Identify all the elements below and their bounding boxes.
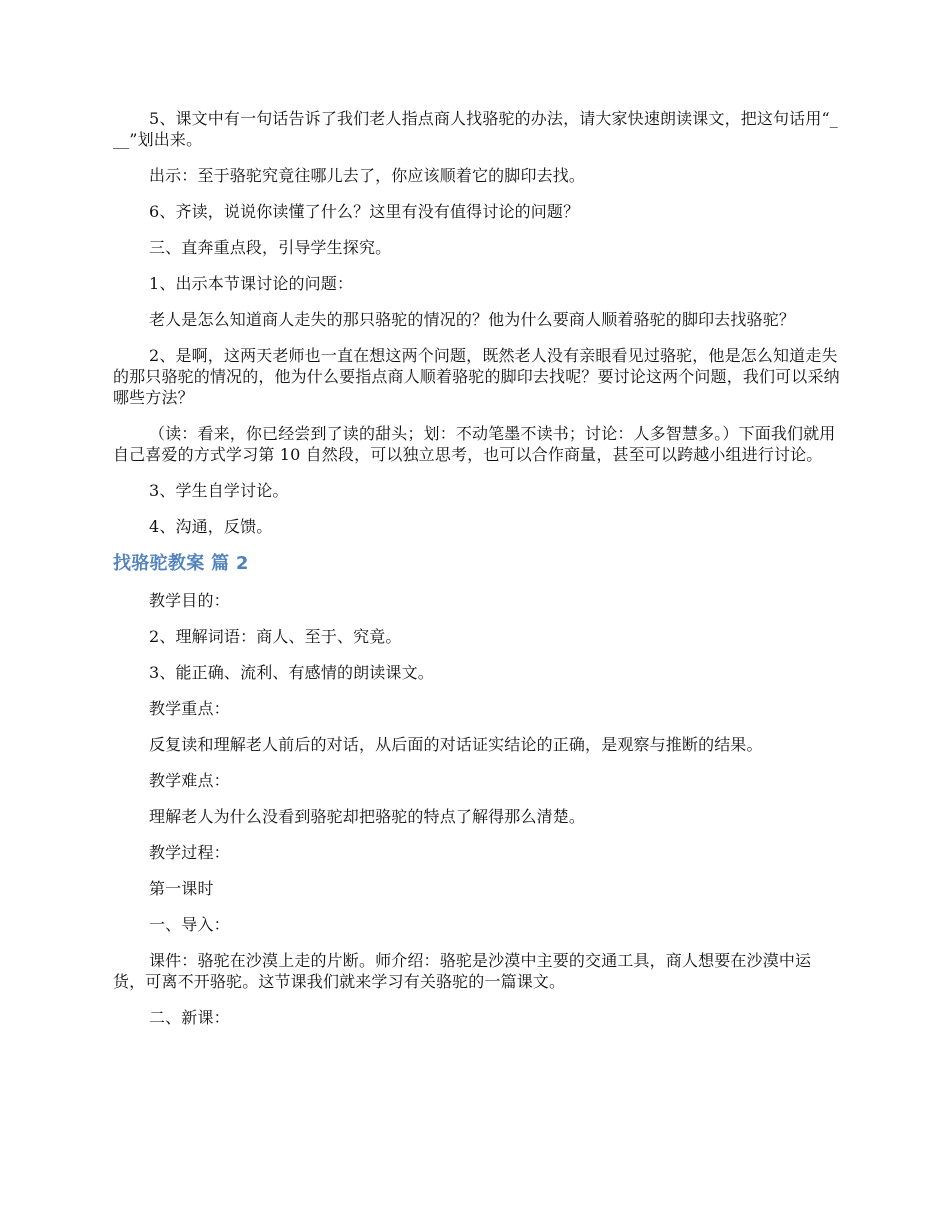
paragraph-new-lesson: 二、新课： [149, 1008, 230, 1027]
paragraph-show-questions: 1、出示本节课讨论的问题： [149, 274, 354, 293]
paragraph-process-label: 教学过程： [149, 843, 230, 862]
paragraph-read-task: 5、课文中有一句话告诉了我们老人指点商人找骆驼的办法，请大家快速朗读课文，把这句话用“___”划出来。 [113, 109, 838, 149]
paragraph-difficulty: 理解老人为什么没看到骆驼却把骆驼的特点了解得那么清楚。 [149, 807, 586, 826]
paragraph-goal-vocabulary: 2、理解词语：商人、至于、究竟。 [149, 627, 402, 646]
paragraph-study-ways: （读：看来，你已经尝到了读的甜头；划：不动笔墨不读书；讨论：人多智慧多。）下面我们就用自己喜爱的方式学习第 10 自然段，可以独立思考，也可以合作商量，甚至可以跨越小组进行讨论。 [113, 424, 836, 464]
paragraph-goal-reading: 3、能正确、流利、有感情的朗读课文。 [149, 663, 434, 682]
document-page [113, 108, 843, 1043]
paragraph-read-together: 6、齐读，说说你读懂了什么？这里有没有值得讨论的问题？ [149, 202, 580, 221]
section-heading: 找骆驼教案 篇 2 [113, 553, 249, 574]
paragraph-questions: 老人是怎么知道商人走失的那只骆驼的情况的？他为什么要商人顺着骆驼的脚印去找骆驼？ [149, 310, 796, 329]
paragraph-show-sentence: 出示：至于骆驼究竟往哪儿去了，你应该顺着它的脚印去找。 [149, 166, 586, 185]
paragraph-key-point-label: 教学重点： [149, 699, 230, 718]
paragraph-self-study: 3、学生自学讨论。 [149, 481, 289, 500]
paragraph-feedback: 4、沟通，反馈。 [149, 517, 273, 536]
paragraph-teaching-goal-label: 教学目的： [149, 591, 230, 610]
paragraph-discussion-methods: 2、是啊，这两天老师也一直在想这两个问题，既然老人没有亲眼看见过骆驼，他是怎么知道走失的那只骆驼的情况的，他为什么要指点商人顺着骆驼的脚印去找呢？要讨论这两个问题，我们可以采纳哪些方法？ [113, 346, 840, 407]
paragraph-key-point: 反复读和理解老人前后的对话，从后面的对话证实结论的正确，是观察与推断的结果。 [149, 735, 763, 754]
paragraph-intro-label: 一、导入： [149, 915, 230, 934]
paragraph-intro: 课件：骆驼在沙漠上走的片断。师介绍：骆驼是沙漠中主要的交通工具，商人想要在沙漠中运货，可离不开骆驼。这节课我们就来学习有关骆驼的一篇课文。 [113, 951, 812, 991]
paragraph-step-three: 三、直奔重点段，引导学生探究。 [149, 238, 392, 257]
paragraph-difficulty-label: 教学难点： [149, 771, 230, 790]
paragraph-first-lesson: 第一课时 [149, 879, 214, 898]
